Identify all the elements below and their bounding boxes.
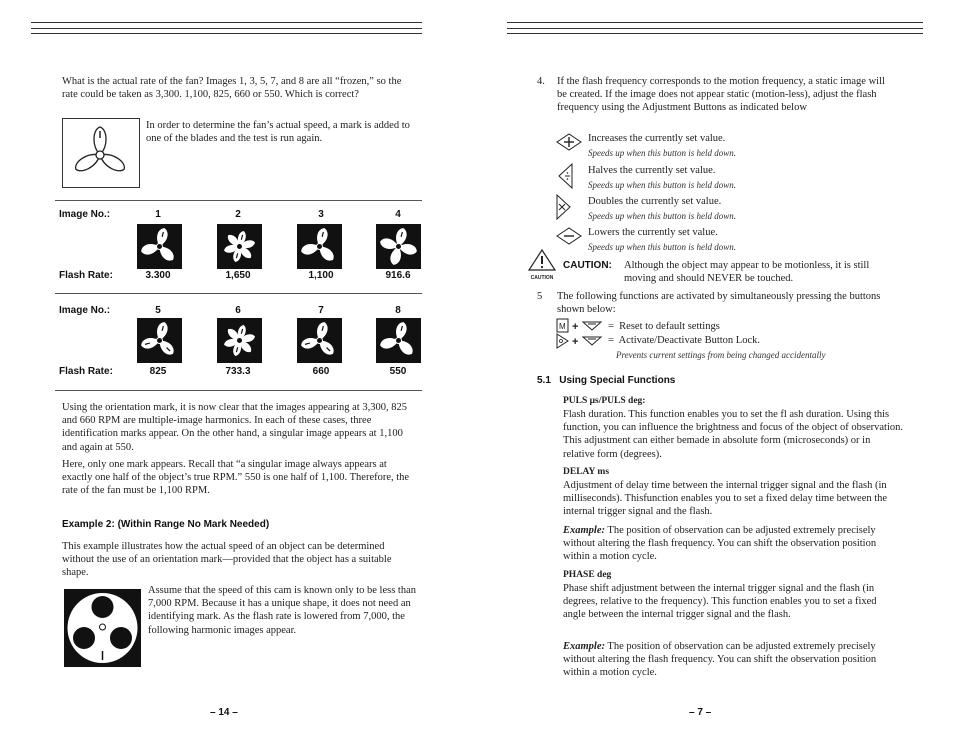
fan-three-blade-icon [376, 318, 421, 363]
table1-image-1 [137, 224, 182, 269]
example2-heading: Example 2: (Within Range No Mark Needed) [62, 519, 270, 530]
lock-combo-text: = Activate/Deactivate Button Lock. [608, 335, 760, 346]
fan-hub [396, 244, 402, 250]
table2-rate-5: 825 [149, 366, 167, 377]
table1-image-no-1: 1 [155, 209, 161, 220]
step4-text: If the flash frequency corresponds to the motion frequency, a static image will be created. If the image does not appear static (motion-less), adjust the flash frequency using the Adjustment Buttons as indicated below [557, 76, 885, 114]
delay-text: Adjustment of delay time between the internal trigger signal and the flash (in milliseconds). Thisfunction enables you to set a fixed delay time between the internal trigger signal and the flash. [563, 480, 888, 518]
delay-heading: DELAY ms [563, 467, 610, 477]
halve-button-text: Halves the currently set value. [588, 165, 716, 176]
fan-three-blade-icon [137, 224, 182, 269]
table1-top-rule [55, 200, 422, 201]
decrease-button-note: Speeds up when this button is held down. [588, 242, 736, 252]
cam-paragraph: Assume that the speed of this cam is known only to be less than 7,000 RPM. Because it has a unique shape, it does not need an identifying mark. As the flash rate is lowered from 7,000, the following harmonic images appear. [148, 585, 417, 636]
table2-rate-8: 550 [389, 366, 407, 377]
table2-rate-7: 660 [312, 366, 330, 377]
left-header-rule-mid [31, 28, 422, 29]
fan-six-blade-icon [217, 318, 262, 363]
right-header-rule-bottom [507, 33, 923, 34]
increase-button-icon [556, 133, 582, 156]
single-mark-paragraph: Here, only one mark appears. Recall that “a singular image always appears at exactly one half of the object’s true RPM.” 550 is one half of 1,100. Therefore, the rate of the fan must be 1,100 RPM. [62, 459, 410, 497]
table2-bottom-rule [55, 390, 422, 391]
svg-text:M: M [559, 322, 566, 331]
fan-three-blade-icon [297, 318, 342, 363]
fan-with-mark-figure [62, 118, 140, 188]
right-page-number: – 7 – [689, 707, 712, 718]
table2-image-no-6: 6 [235, 305, 241, 316]
right-header-rule-top [507, 22, 923, 23]
table2-image-no-8: 8 [395, 305, 401, 316]
mark-paragraph: In order to determine the fan’s actual speed, a mark is added to one of the blades and the test is run again. [146, 120, 410, 145]
table1-bottom-rule [55, 293, 422, 294]
table1-image-no-2: 2 [235, 209, 241, 220]
table1-image-4 [376, 224, 421, 269]
table1-image-2 [217, 224, 262, 269]
table1-rate-2: 1,650 [225, 270, 251, 281]
increase-button-text: Increases the currently set value. [588, 133, 726, 144]
fan-three-blade-icon [137, 318, 182, 363]
phase-text: Phase shift adjustment between the internal trigger signal and the flash (in degrees, relative to the frequency). This function enables you to set a fixed angle between the internal trigger signal and the flash. [563, 583, 877, 621]
table2-image-label: Image No.: [59, 305, 111, 316]
left-header-rule-top [31, 22, 422, 23]
caution-label: CAUTION: [563, 260, 612, 271]
svg-text:+: + [572, 336, 579, 348]
table1-rate-1: 3.300 [145, 270, 171, 281]
cam-icon [64, 589, 141, 667]
lock-combo-note: Prevents current settings from being changed accidentally [616, 350, 826, 360]
caution-icon-label: CAUTION [530, 275, 554, 281]
intro-paragraph: What is the actual rate of the fan? Images 1, 3, 5, 7, and 8 are all “frozen,” so the rate could be taken as 3,300. 1,100, 825, 660 or 550. Which is correct? [62, 76, 402, 101]
table1-image-3 [297, 224, 342, 269]
table2-image-no-7: 7 [318, 305, 324, 316]
step5-text: The following functions are activated by simultaneously pressing the buttons shown below: [557, 291, 881, 316]
table2-rate-label: Flash Rate: [59, 366, 113, 377]
double-button-icon [555, 194, 571, 225]
fan-hub [317, 338, 323, 344]
fan-hub [237, 244, 243, 250]
table2-image-8 [376, 318, 421, 363]
table1-image-no-4: 4 [395, 209, 401, 220]
example-2-paragraph [563, 640, 898, 680]
puls-text: Flash duration. This function enables you to set the fl ash duration. Using this function, you can influence the brightness and focus of the object of observation. This adjustment can either bemade in absolute form (microseconds) or in relative form (degrees). [563, 409, 903, 460]
double-button-text: Doubles the currently set value. [588, 196, 722, 207]
example-2-text: The position of observation can be adjusted extremely precisely without altering the flash frequency. You can shift the observation position within a motion cycle. [563, 641, 877, 679]
table1-rate-4: 916.6 [385, 270, 411, 281]
lock-combo-icon [556, 333, 606, 354]
fan-hub [396, 338, 402, 344]
step4-number: 4. [537, 76, 545, 87]
halve-button-icon [558, 163, 574, 194]
example2-paragraph: This example illustrates how the actual speed of an object can be determined without the use of an orientation mark—provided that the object has a suitable shape. [62, 541, 392, 579]
fan-six-blade-icon [217, 224, 262, 269]
fan-hub [237, 338, 243, 344]
table2-image-no-5: 5 [155, 305, 161, 316]
caution-icon [528, 249, 558, 281]
decrease-button-icon [556, 227, 582, 250]
table2-image-5 [137, 318, 182, 363]
right-header-rule-mid [507, 28, 923, 29]
double-button-note: Speeds up when this button is held down. [588, 211, 736, 221]
table2-image-7 [297, 318, 342, 363]
table1-rate-label: Flash Rate: [59, 270, 113, 281]
fan-hub [317, 244, 323, 250]
reset-combo-text: = Reset to default settings [608, 321, 720, 332]
fan-outline-icon [63, 119, 139, 187]
left-header-rule-bottom [31, 33, 422, 34]
fan-four-blade-icon [376, 224, 421, 269]
step5-number: 5 [537, 291, 543, 302]
table2-image-6 [217, 318, 262, 363]
table1-image-no-3: 3 [318, 209, 324, 220]
increase-button-note: Speeds up when this button is held down. [588, 148, 736, 158]
table2-rate-6: 733.3 [225, 366, 251, 377]
left-page-number: – 14 – [210, 707, 238, 718]
cam-figure [64, 589, 141, 667]
phase-heading: PHASE deg [563, 570, 612, 580]
example-1-paragraph [563, 524, 898, 564]
svg-text:+: + [572, 321, 579, 333]
example-2-label: Example: [563, 641, 605, 652]
halve-button-note: Speeds up when this button is held down. [588, 180, 736, 190]
table1-rate-3: 1,100 [308, 270, 334, 281]
orientation-paragraph: Using the orientation mark, it is now clear that the images appearing at 3,300, 825 and 660 RPM are multiple-image harmonics. In each of these cases, three identification marks appear. On the other hand, a singular image appears at 1,100 and again at 550. [62, 402, 407, 453]
decrease-button-text: Lowers the currently set value. [588, 227, 718, 238]
fan-hub [157, 338, 163, 344]
example-1-text: The position of observation can be adjusted extremely precisely without altering the flash frequency. You can shift the observation position within a motion cycle. [563, 525, 877, 563]
puls-heading: PULS μs/PULS deg: [563, 396, 646, 406]
fan-three-blade-icon [297, 224, 342, 269]
caution-text: Although the object may appear to be motionless, it is still moving and should NEVER be touched. [624, 260, 870, 285]
example-1-label: Example: [563, 525, 605, 536]
section-heading: 5.1 Using Special Functions [537, 375, 676, 386]
fan-hub [157, 244, 163, 250]
table1-image-label: Image No.: [59, 209, 111, 220]
